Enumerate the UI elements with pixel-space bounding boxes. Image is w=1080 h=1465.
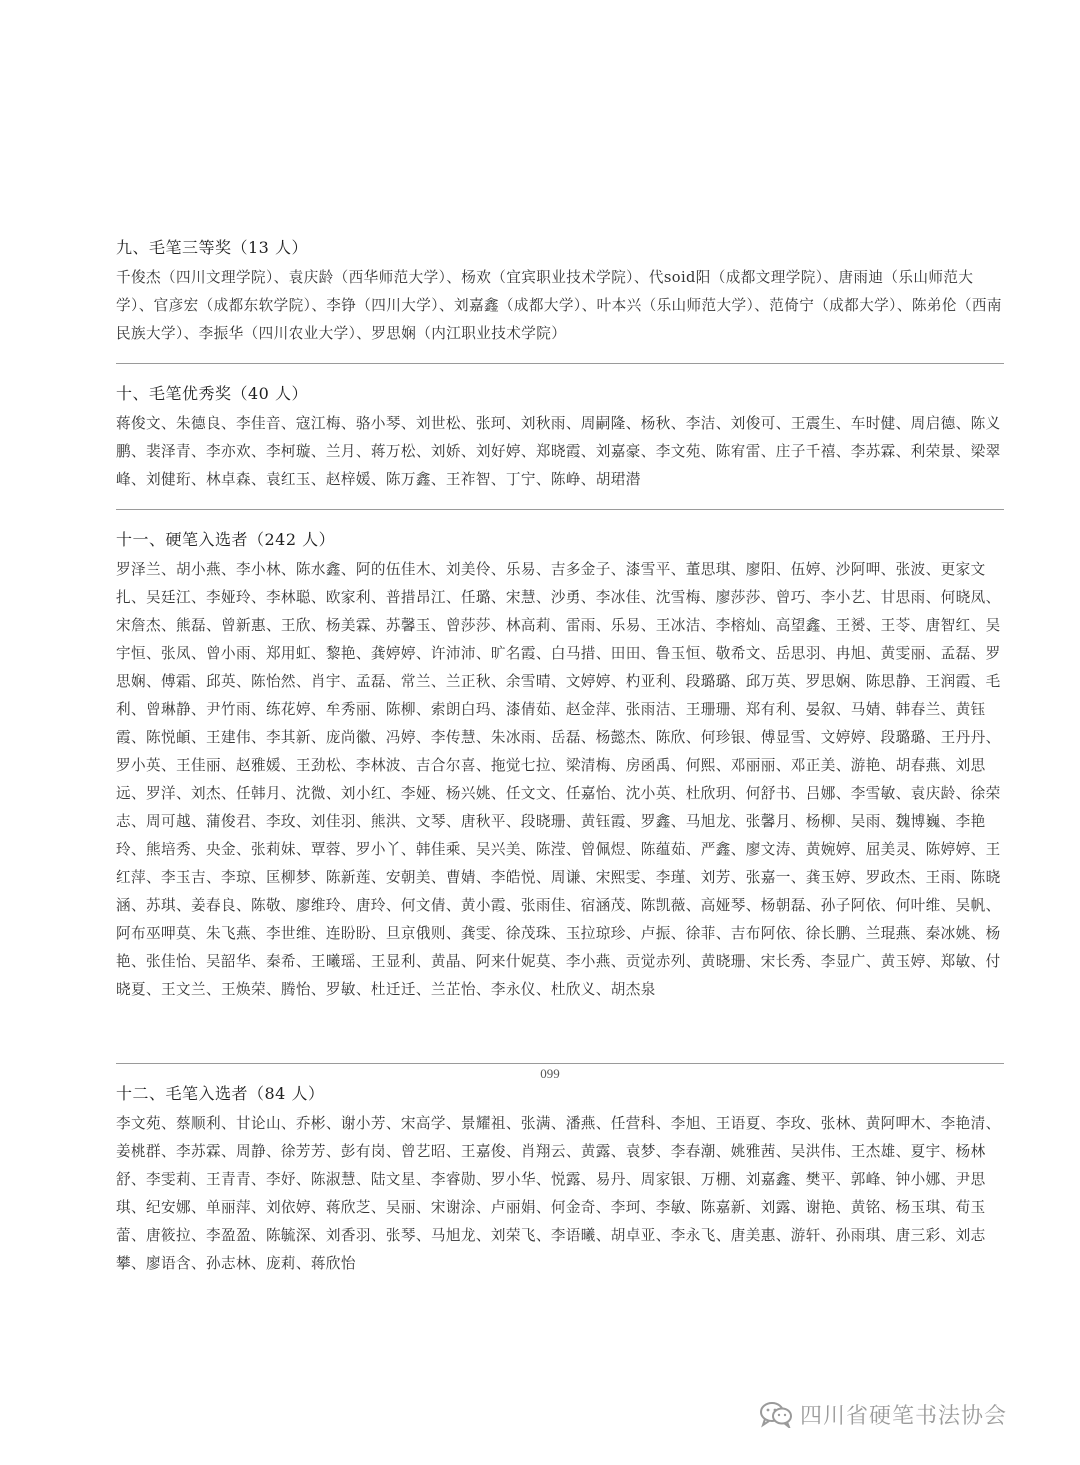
section-divider [116, 363, 1004, 364]
watermark [758, 1400, 1007, 1428]
section-title: 十、毛笔优秀奖（40 人） [116, 384, 308, 403]
section-mao-excellence-award [116, 384, 1006, 494]
section-title: 十一、硬笔入选者（242 人） [116, 530, 336, 549]
section-divider [116, 1063, 1004, 1064]
section-mao-third-prize [116, 238, 1006, 348]
section-divider [116, 509, 1004, 510]
watermark-text: 四川省硬笔书法协会 [800, 1403, 1008, 1429]
page-number: 099 [540, 1066, 560, 1081]
section-title: 九、毛笔三等奖（13 人） [116, 238, 308, 257]
section-body: 李文苑、蔡顺利、甘论山、乔彬、谢小芳、宋高学、景耀祖、张满、潘燕、任营科、李旭、王语夏、李玫、张林、黄阿呷木、李艳清、姜桃群、李苏霖、周静、徐芳芳、彭有岗、曾艺昭、王嘉俊、肖翔云、黄露、袁梦、李春潮、姚雅茜、吴洪伟、王杰雄、夏宇、杨林舒、李雯莉、王青青、李妤、陈淑慧、陆文星、李睿勋、罗小华、悦露、易丹、周家银、万棚、刘嘉鑫、樊平、郭峰、钟小娜、尹思琪、纪安娜、单丽萍、刘依婷、蒋欣芝、吴丽、宋谢涂、卢丽娟、何金奇、李珂、李敏、陈嘉新、刘露、谢艳、黄铭、杨玉琪、荀玉蕾、唐筱拉、李盈盈、陈毓深、刘香羽、张琴、马旭龙、刘荣飞、李语曦、胡卓亚、李永飞、唐美惠、游轩、孙雨琪、唐三彩、刘志攀、廖语含、孙志林、庞莉、蒋欣怡 [116, 1115, 1001, 1272]
section-body: 蒋俊文、朱德良、李佳音、寇江梅、骆小琴、刘世松、张珂、刘秋雨、周嗣隆、杨秋、李洁、刘俊可、王震生、车时健、周启德、陈义鹏、裴泽青、李亦欢、李柯璇、兰月、蒋万松、刘娇、刘好婷、郑晓霞、刘嘉豪、李文苑、陈宥雷、庄子千禧、李苏霖、利荣景、梁翠峰、刘健珩、林卓森、袁红玉、赵梓媛、陈万鑫、王祚智、丁宁、陈峥、胡珺潜 [116, 415, 1001, 488]
section-hard-pen-selected [116, 530, 1006, 1004]
wechat-icon [758, 1400, 794, 1428]
section-body: 罗泽兰、胡小燕、李小林、陈水鑫、阿的伍佳木、刘美伶、乐易、吉多金子、漆雪平、董思琪、廖阳、伍婷、沙阿呷、张波、更家文扎、吴廷江、李娅玲、李林聪、欧家利、普措昂江、任璐、宋慧、沙勇、李冰佳、沈雪梅、廖莎莎、曾巧、李小艺、甘思雨、何晓凤、宋詹杰、熊磊、曾新惠、王欣、杨美霖、苏馨玉、曾莎莎、林高莉、雷雨、乐易、王冰洁、李榕灿、高望鑫、王赟、王苓、唐智红、吴宇恒、张凤、曾小雨、郑用虹、黎艳、龚婷婷、许沛沛、旷名霞、白马措、田田、鲁玉恒、敬希文、岳思羽、冉旭、黄雯丽、孟磊、罗思娴、傅霜、邱英、陈怡然、肖宇、孟磊、常兰、兰正秋、余雪晴、文婷婷、杓亚利、段璐璐、邱万英、罗思娴、陈思静、王润霞、毛利、曾琳静、尹竹雨、练花婷、牟秀丽、陈柳、索朗白玛、漆倩茹、赵金萍、张雨洁、王珊珊、郑有利、晏叙、马婧、韩春兰、黄钰霞、陈悦頔、王建伟、李其新、庞尚徽、冯婷、李传慧、朱冰雨、岳磊、杨懿杰、陈欣、何珍银、傅显雪、文婷婷、段璐璐、王丹丹、罗小英、王佳丽、赵雅媛、王劲松、李林波、吉合尔喜、拖觉七拉、梁清梅、房函禹、何熙、邓丽丽、邓正美、游艳、胡春燕、刘思远、罗洋、刘杰、任韩月、沈微、刘小红、李娅、杨兴姚、任文文、任嘉怡、沈小英、杜欣玥、何舒书、吕娜、李雪敏、袁庆龄、徐荣志、周可越、蒲俊君、李玫、刘佳羽、熊洪、文琴、唐秋平、段晓珊、黄钰霞、罗鑫、马旭龙、张馨月、杨柳、吴雨、魏博巍、李艳玲、熊培秀、央金、张莉妹、覃蓉、罗小丫、韩佳乘、吴兴美、陈滢、曾佩煜、陈蕴茹、严鑫、廖文涛、黄婉婷、屈美灵、陈婷婷、王红萍、李玉吉、李琼、匡柳梦、陈新莲、安朝美、曹婧、李皓悦、周谦、宋熙雯、李瑾、刘芳、张嘉一、龚玉婷、罗政杰、王雨、陈晓涵、苏琪、姜春良、陈敬、廖维玲、唐玲、何文倩、黄小霞、张雨佳、宿涵茂、陈凯薇、高娅琴、杨朝磊、孙子阿依、何叶维、吴帆、阿布巫呷莫、朱飞燕、李世维、连盼盼、旦京俄则、龚雯、徐茂珠、玉拉琼珍、卢振、徐菲、吉布阿依、徐长鹏、兰琨燕、秦冰姚、杨艳、张佳怡、吴韶华、秦希、王曦瑶、王显利、黄晶、阿来什妮莫、李小燕、贡觉赤列、黄晓珊、宋长秀、李显广、黄玉婷、郑敏、付晓夏、王文兰、王焕荣、腾怡、罗敏、杜迁迁、兰芷怡、李永仪、杜欣义、胡杰泉 [116, 561, 1001, 998]
section-body: 千俊杰（四川文理学院）、袁庆龄（西华师范大学）、杨欢（宜宾职业技术学院）、代soid阳（成都文理学院）、唐雨迪（乐山师范大学）、官彦宏（成都东软学院）、李铮（四川大学）、刘嘉鑫（成都大学）、叶本兴（乐山师范大学）、范倚宁（成都大学）、陈弟伦（西南民族大学）、李振华（四川农业大学）、罗思娴（内江职业技术学院） [116, 269, 1002, 342]
section-mao-selected [116, 1084, 1006, 1278]
section-title: 十二、毛笔入选者（84 人） [116, 1084, 325, 1103]
